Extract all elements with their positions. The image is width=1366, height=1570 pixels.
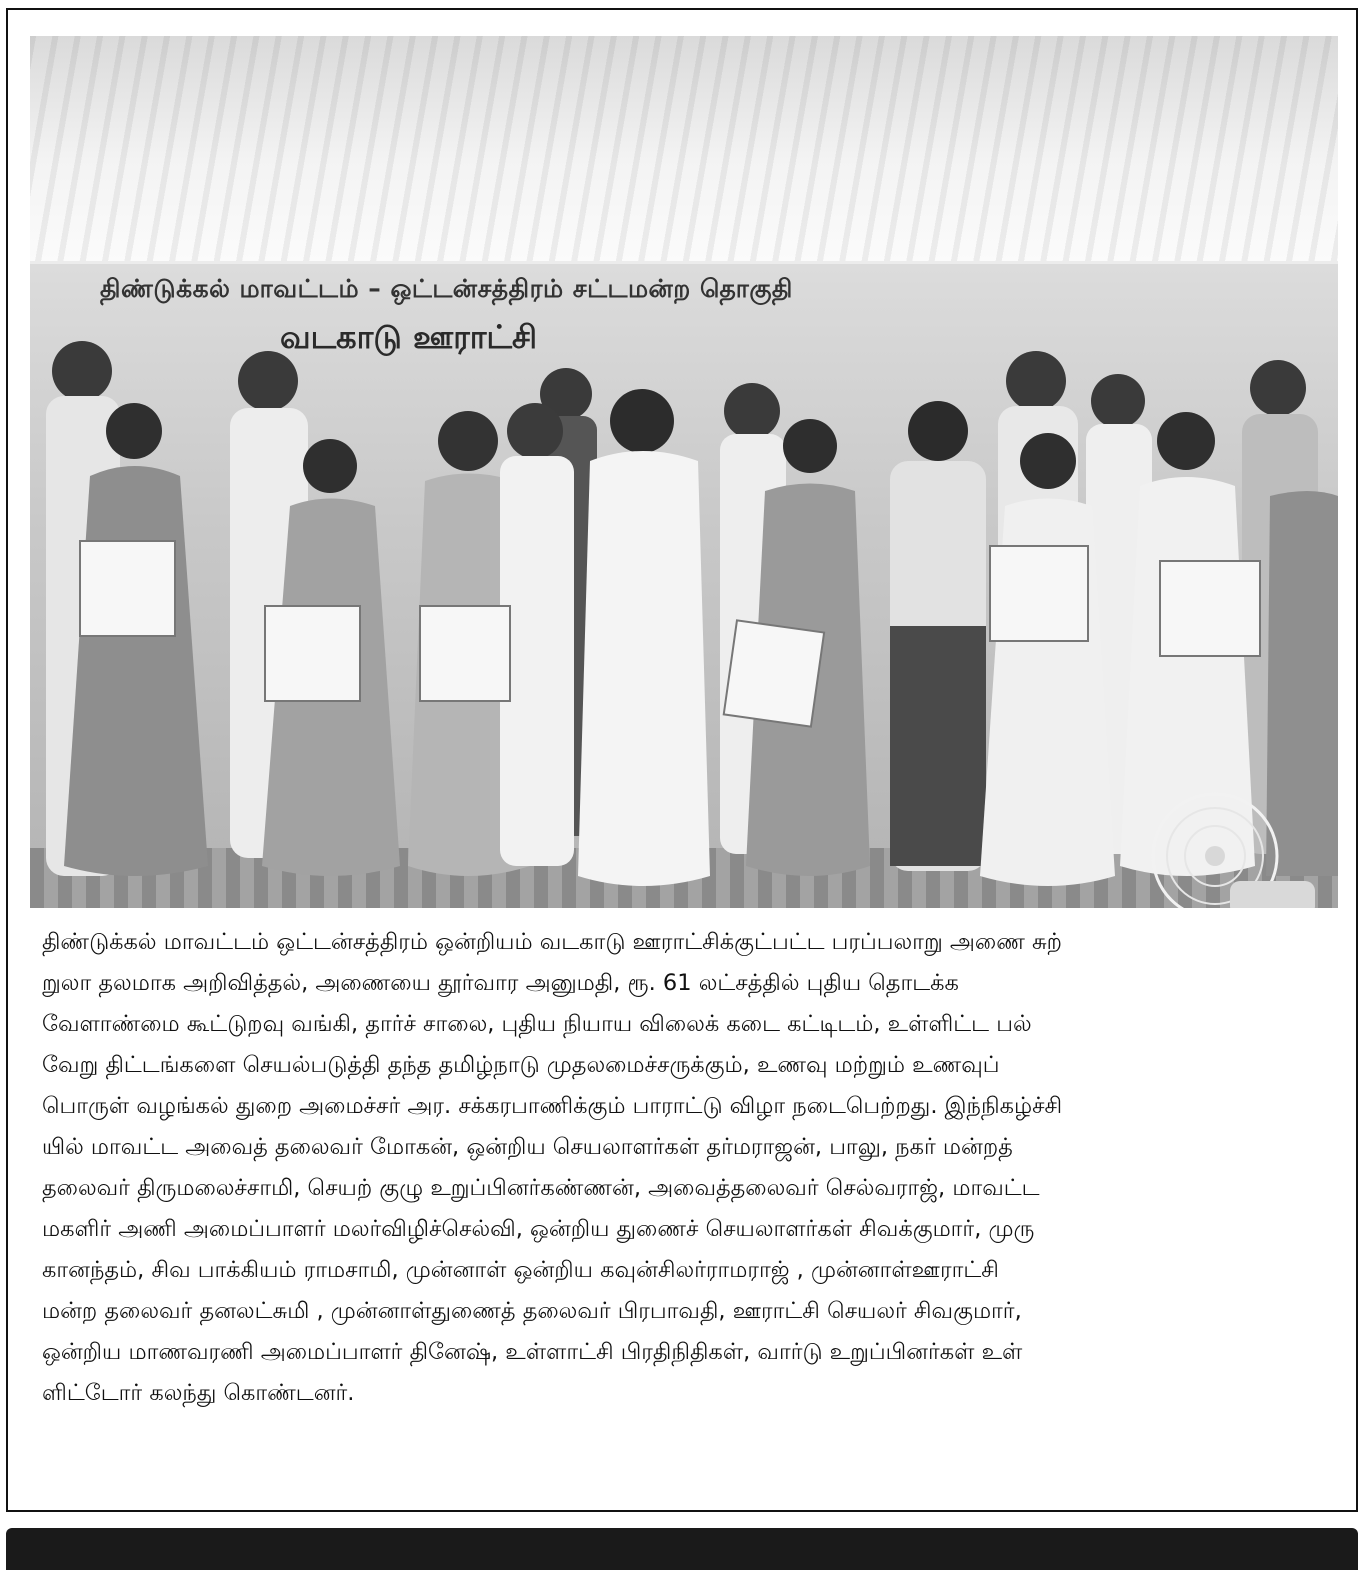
caption-line: யில் மாவட்ட அவைத் தலைவர் மோகன், ஒன்றிய செயலாளர்கள் தர்மராஜன், பாலு, நகர் மன்றத் xyxy=(42,1134,1013,1160)
caption-line: மகளிர் அணி அமைப்பாளர் மலர்விழிச்செல்வி, ஒன்றிய துணைச் செயலாளர்கள் சிவக்குமார், முரு xyxy=(42,1216,1035,1242)
news-clipping-frame xyxy=(6,8,1358,1512)
caption-line: கானந்தம், சிவ பாக்கியம் ராமசாமி, முன்னாள் ஒன்றிய கவுன்சிலர்ராமராஜ் , முன்னாள்ஊராட்சி xyxy=(42,1257,999,1283)
banner-subtitle: வடகாடு ஊராட்சி xyxy=(280,318,538,356)
caption-line: ஒன்றிய மாணவரணி அமைப்பாளர் தினேஷ், உள்ளாட்சி பிரதிநிதிகள், வார்டு உறுப்பினர்கள் உள் xyxy=(42,1339,1023,1365)
caption-line: ளிட்டோர் கலந்து கொண்டனர். xyxy=(42,1380,355,1406)
event-photo xyxy=(30,36,1338,908)
news-caption xyxy=(42,922,1332,1414)
banner-title: திண்டுக்கல் மாவட்டம் – ஒட்டன்சத்திரம் சட்டமன்ற தொகுதி xyxy=(100,274,793,303)
caption-line: றுலா தலமாக அறிவித்தல், அணையை தூர்வார அனுமதி, ரூ. 61 லட்சத்தில் புதிய தொடக்க xyxy=(42,970,959,996)
table-fan-icon xyxy=(1120,776,1320,908)
bottom-divider-bar xyxy=(6,1528,1358,1570)
caption-line: வேளாண்மை கூட்டுறவு வங்கி, தார்ச் சாலை, புதிய நியாய விலைக் கடை கட்டிடம், உள்ளிட்ட பல் xyxy=(42,1011,1032,1037)
caption-line: மன்ற தலைவர் தனலட்சுமி , முன்னாள்துணைத் தலைவர் பிரபாவதி, ஊராட்சி செயலர் சிவகுமார், xyxy=(42,1298,1022,1324)
caption-line: திண்டுக்கல் மாவட்டம் ஒட்டன்சத்திரம் ஒன்றியம் வடகாடு ஊராட்சிக்குட்பட்ட பரப்பலாறு அணை சுற் xyxy=(42,929,1062,955)
caption-line: வேறு திட்டங்களை செயல்படுத்தி தந்த தமிழ்நாடு முதலமைச்சருக்கும், உணவு மற்றும் உணவுப் xyxy=(42,1052,1000,1078)
caption-line: பொருள் வழங்கல் துறை அமைச்சர் அர. சக்கரபாணிக்கும் பாராட்டு விழா நடைபெற்றது. இந்நிகழ்ச்சி xyxy=(42,1093,1063,1119)
caption-line: தலைவர் திருமலைச்சாமி, செயற் குழு உறுப்பினர்கண்ணன், அவைத்தலைவர் செல்வராஜ், மாவட்ட xyxy=(42,1175,1040,1201)
